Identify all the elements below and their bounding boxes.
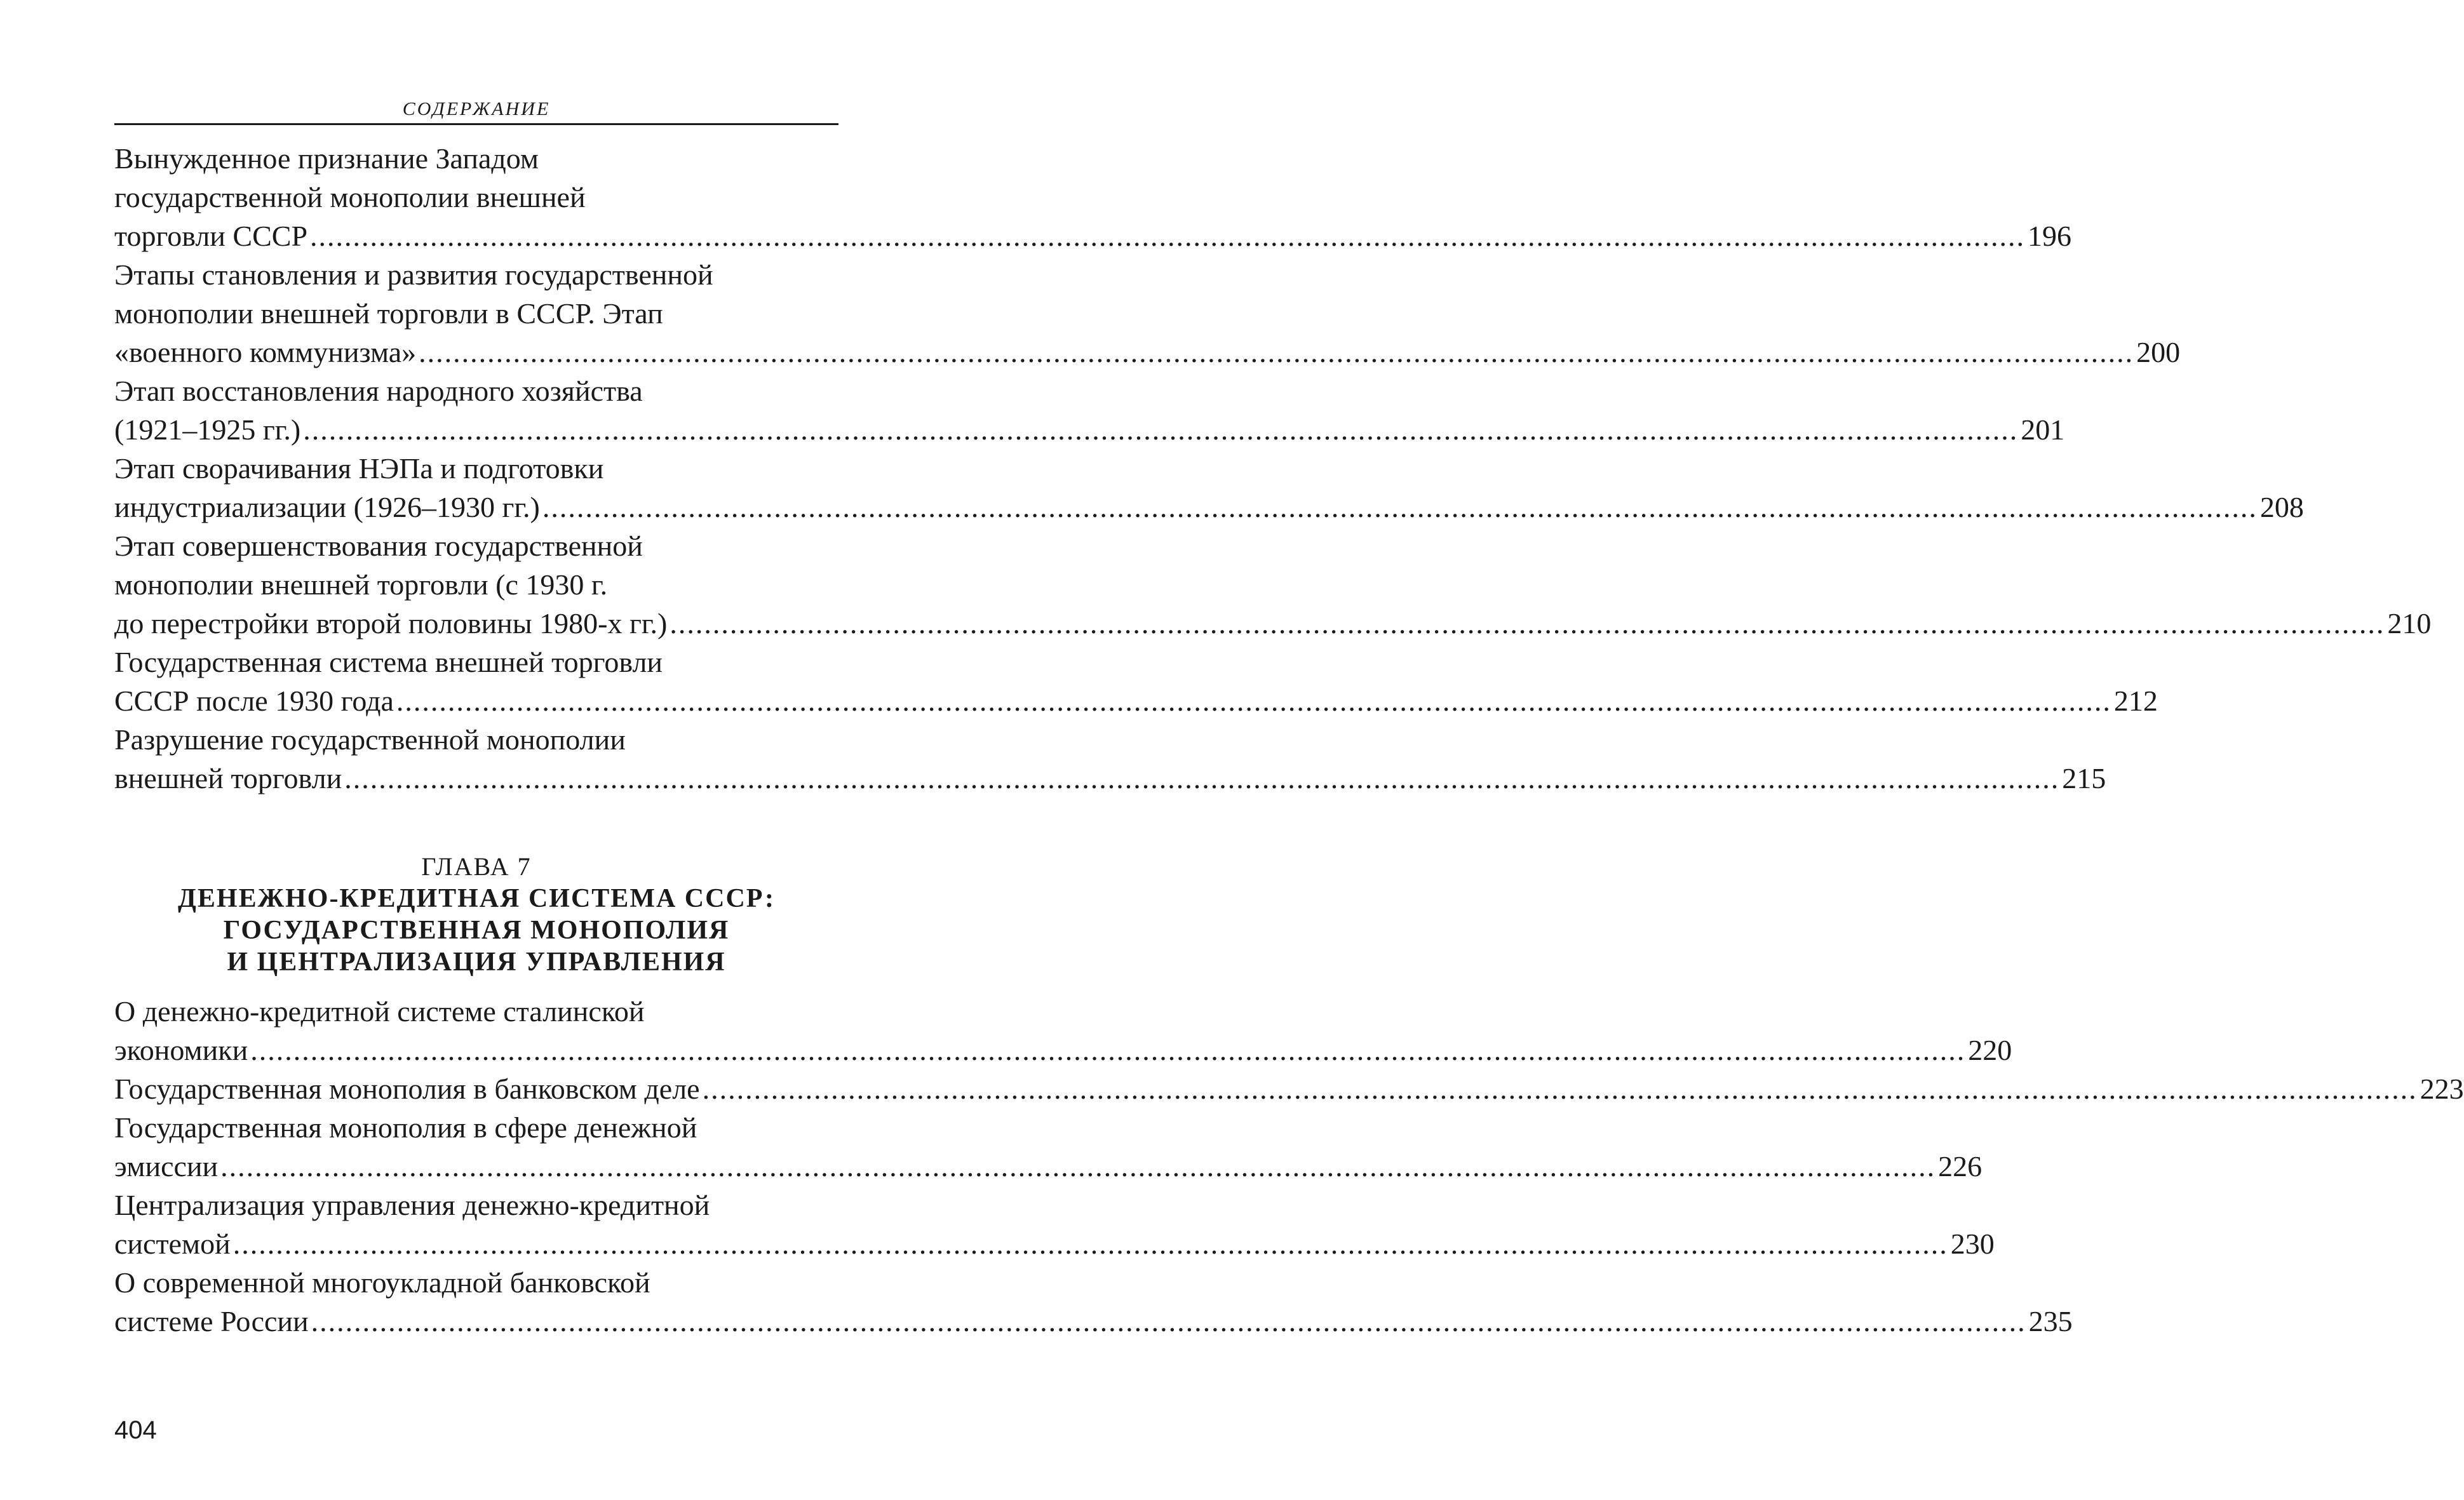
toc-entry-last-line	[114, 1147, 1983, 1186]
toc-entry-title-end: торговли СССР	[114, 220, 308, 252]
toc-section-chapter-7	[114, 992, 2464, 1341]
toc-entry-title-end: системой	[114, 1228, 231, 1260]
toc-section-chapter-6	[114, 139, 2432, 798]
toc-entry-title-end: «военного коммунизма»	[114, 336, 417, 368]
leader-dots: ........................................................................................................................................................................................................	[419, 336, 2134, 368]
toc-entry	[114, 1263, 2073, 1341]
leader-dots: ........................................................................................................................................................................................................	[311, 1305, 2026, 1337]
toc-entry-line: О современной многоукладной банковской	[114, 1266, 650, 1299]
toc-entry-last-line	[114, 759, 2106, 798]
toc-page-number: 201	[2021, 413, 2065, 446]
toc-entry	[114, 372, 2065, 449]
leader-dots: ........................................................................................................................................................................................................	[220, 1150, 1936, 1182]
leader-dots: ........................................................................................................................................................................................................	[250, 1034, 1966, 1066]
running-head: СОДЕРЖАНИЕ	[114, 95, 838, 125]
toc-entry-line: монополии внешней торговли в СССР. Этап	[114, 297, 663, 330]
toc-entry-last-line	[114, 1302, 2073, 1341]
leader-dots: ........................................................................................................................................................................................................	[702, 1073, 2418, 1105]
toc-page-number: 210	[2387, 607, 2432, 640]
toc-entry	[114, 255, 2181, 372]
toc-page	[114, 95, 2464, 1341]
chapter-title-line: И ЦЕНТРАЛИЗАЦИЯ УПРАВЛЕНИЯ	[227, 948, 726, 977]
toc-entry-last-line	[114, 488, 2304, 526]
toc-page-number: 196	[2028, 220, 2072, 252]
leader-dots: ........................................................................................................................................................................................................	[344, 762, 2060, 794]
toc-page-number: 208	[2259, 491, 2304, 523]
toc-entry	[114, 643, 2158, 720]
toc-entry-last-line	[114, 1069, 2464, 1108]
chapter-title-line: ГОСУДАРСТВЕННАЯ МОНОПОЛИЯ	[223, 916, 730, 945]
toc-entry-line: Этап совершенствования государственной	[114, 530, 643, 562]
toc-entry	[114, 449, 2304, 526]
toc-entry	[114, 1069, 2464, 1108]
toc-entry-line: Централизация управления денежно-кредитной	[114, 1189, 710, 1221]
toc-entry	[114, 1108, 1983, 1186]
toc-page-number: 200	[2136, 336, 2181, 368]
toc-entry-title-end: экономики	[114, 1034, 248, 1066]
chapter-number: ГЛАВА 7	[421, 852, 532, 881]
toc-page-number: 226	[1938, 1150, 1983, 1182]
toc-entry	[114, 720, 2106, 798]
toc-entry-title-end: до перестройки второй половины 1980-х гг.)	[114, 607, 668, 640]
toc-entry-title-end: индустриализации (1926–1930 гг.)	[114, 491, 540, 523]
toc-entry-last-line	[114, 1224, 1995, 1263]
toc-entry-line: Государственная система внешней торговли	[114, 646, 663, 678]
toc-page-number: 220	[1968, 1034, 2012, 1066]
toc-entry-line: государственной монополии внешней	[114, 181, 586, 213]
leader-dots: ........................................................................................................................................................................................................	[303, 413, 2019, 446]
toc-entry-last-line	[114, 217, 2072, 255]
toc-entry-line: Разрушение государственной монополии	[114, 723, 626, 756]
toc-entry-line: Государственная монополия в сфере денежной	[114, 1111, 697, 1144]
toc-entry	[114, 1186, 1995, 1263]
toc-entry-line: Этапы становления и развития государственной	[114, 258, 713, 291]
toc-page-number: 215	[2062, 762, 2106, 794]
toc-entry-line: Этап сворачивания НЭПа и подготовки	[114, 452, 604, 485]
toc-entry-line: монополии внешней торговли (с 1930 г.	[114, 568, 608, 601]
leader-dots: ........................................................................................................................................................................................................	[310, 220, 2026, 252]
leader-dots: ........................................................................................................................................................................................................	[542, 491, 2258, 523]
page-number: 404	[114, 1416, 157, 1444]
toc-entry-title-end: системе России	[114, 1305, 309, 1337]
toc-entry-last-line	[114, 681, 2158, 720]
toc-page-number: 230	[1950, 1228, 1995, 1260]
toc-entry-line: Вынужденное признание Западом	[114, 142, 539, 175]
chapter-heading	[114, 851, 838, 978]
toc-page-number: 212	[2113, 685, 2158, 717]
toc-page-number: 223	[2420, 1073, 2464, 1105]
leader-dots: ........................................................................................................................................................................................................	[670, 607, 2385, 640]
toc-page-number: 235	[2028, 1305, 2073, 1337]
toc-entry-line: Этап восстановления народного хозяйства	[114, 375, 643, 407]
toc-entry	[114, 139, 2072, 255]
toc-entry-last-line	[114, 604, 2432, 643]
toc-entry-last-line	[114, 333, 2181, 372]
toc-entry	[114, 992, 2012, 1069]
leader-dots: ........................................................................................................................................................................................................	[232, 1228, 1948, 1260]
toc-entry-title-end: СССР после 1930 года	[114, 685, 394, 717]
toc-entry-last-line	[114, 410, 2065, 449]
toc-entry	[114, 526, 2432, 643]
chapter-title-line: ДЕНЕЖНО-КРЕДИТНАЯ СИСТЕМА СССР:	[177, 884, 775, 913]
toc-entry-last-line	[114, 1031, 2012, 1069]
toc-entry-title-end: Государственная монополия в банковском деле	[114, 1073, 700, 1105]
toc-entry-line: О денежно-кредитной системе сталинской	[114, 995, 645, 1028]
toc-entry-title-end: внешней торговли	[114, 762, 342, 794]
toc-entry-title-end: эмиссии	[114, 1150, 219, 1182]
toc-entry-title-end: (1921–1925 гг.)	[114, 413, 301, 446]
leader-dots: ........................................................................................................................................................................................................	[396, 685, 2111, 717]
